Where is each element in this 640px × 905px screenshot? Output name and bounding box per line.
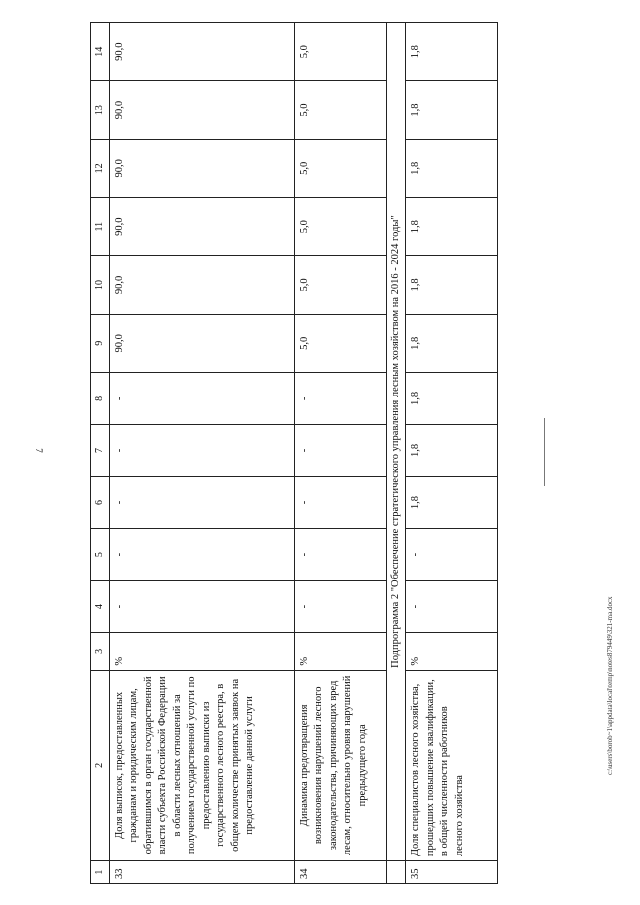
value-cell: -: [406, 581, 498, 633]
value-cell: 1,8: [406, 23, 498, 81]
page-number: 7: [33, 448, 44, 453]
header-cell: 11: [91, 198, 110, 256]
value-cell: 5,0: [294, 256, 386, 314]
value-cell: 1,8: [406, 476, 498, 528]
value-cell: 90,0: [109, 139, 294, 197]
value-cell: 1,8: [406, 256, 498, 314]
value-cell: -: [294, 424, 386, 476]
subprogram-row: [386, 23, 405, 884]
indicator-name: Динамика предотвращения возникновения нарушений лесного законодательства, причиняющих вред лесам, относительно уровня нарушений предыдущего года: [294, 670, 386, 861]
value-cell: -: [109, 581, 294, 633]
header-cell: 2: [91, 670, 110, 861]
separator-line: [544, 418, 545, 486]
value-cell: 90,0: [109, 81, 294, 139]
header-cell: 13: [91, 81, 110, 139]
value-cell: -: [406, 529, 498, 581]
value-cell: -: [109, 372, 294, 424]
indicator-name: Доля специалистов лесного хозяйства, прошедших повышение квалификации, в общей численности работников лесного хозяйства: [406, 670, 498, 861]
unit-cell: %: [109, 633, 294, 670]
value-cell: 1,8: [406, 198, 498, 256]
header-cell: 6: [91, 476, 110, 528]
table-header-row: [91, 23, 110, 884]
header-cell: 3: [91, 633, 110, 670]
value-cell: -: [109, 529, 294, 581]
table-row: [294, 23, 386, 884]
row-number: 35: [406, 861, 498, 884]
header-cell: 8: [91, 372, 110, 424]
value-cell: 1,8: [406, 372, 498, 424]
value-cell: -: [294, 529, 386, 581]
value-cell: 90,0: [109, 198, 294, 256]
header-cell: 1: [91, 861, 110, 884]
value-cell: 1,8: [406, 81, 498, 139]
header-cell: 10: [91, 256, 110, 314]
value-cell: -: [294, 372, 386, 424]
value-cell: 90,0: [109, 23, 294, 81]
row-number: 33: [109, 861, 294, 884]
footer-file-path: c:\users\borob~1\appdata\local\temp\notes879449\321-ma.docx: [606, 596, 614, 775]
value-cell: 5,0: [294, 198, 386, 256]
table-row: [109, 23, 294, 884]
unit-cell: %: [294, 633, 386, 670]
indicators-table: [90, 22, 498, 884]
header-cell: 12: [91, 139, 110, 197]
subprogram-title: Подпрограмма 2 "Обеспечение стратегического управления лесным хозяйством на 2016 - 2024 годы": [386, 23, 405, 861]
unit-cell: %: [406, 633, 498, 670]
value-cell: -: [109, 476, 294, 528]
value-cell: 1,8: [406, 424, 498, 476]
header-cell: 4: [91, 581, 110, 633]
value-cell: 90,0: [109, 314, 294, 372]
value-cell: -: [294, 581, 386, 633]
value-cell: 90,0: [109, 256, 294, 314]
indicator-name: Доля выписок, предоставленных гражданам и юридическим лицам, обратившимся в орган государственной власти субъекта Российской Федерации в области лесных отношений за получением государственной услуги по предоставлению выписки из государственного лесного реестра, в общем количестве принятых заявок на предоставление данной услуги: [109, 670, 294, 861]
row-number: 34: [294, 861, 386, 884]
rotated-table-wrapper: [90, 22, 510, 884]
value-cell: -: [109, 424, 294, 476]
header-cell: 5: [91, 529, 110, 581]
value-cell: 1,8: [406, 314, 498, 372]
value-cell: 5,0: [294, 314, 386, 372]
value-cell: 5,0: [294, 139, 386, 197]
value-cell: 5,0: [294, 81, 386, 139]
value-cell: -: [294, 476, 386, 528]
value-cell: 1,8: [406, 139, 498, 197]
header-cell: 9: [91, 314, 110, 372]
table-row: [406, 23, 498, 884]
header-cell: 14: [91, 23, 110, 81]
subprogram-spacer: [386, 861, 405, 884]
value-cell: 5,0: [294, 23, 386, 81]
header-cell: 7: [91, 424, 110, 476]
